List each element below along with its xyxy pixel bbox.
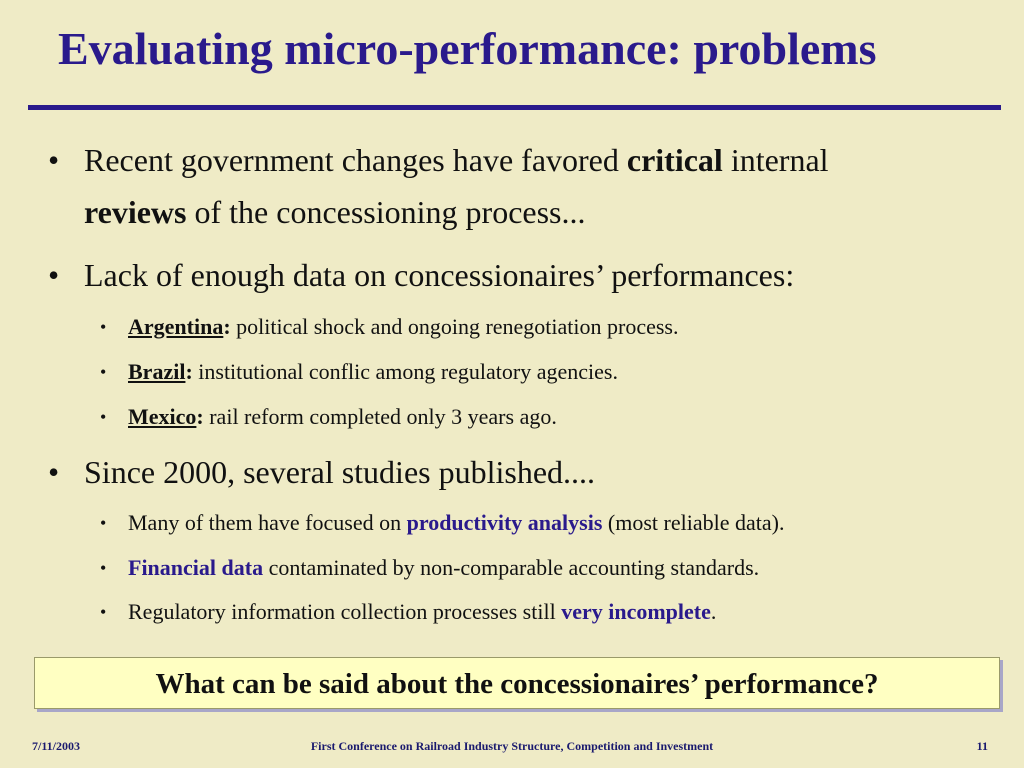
slide-title: Evaluating micro-performance: problems <box>58 23 877 74</box>
sub-bullet-icon: • <box>100 407 107 427</box>
question-callout-text: What can be said about the concessionaires’ performance? <box>155 668 879 700</box>
footer-date: 7/11/2003 <box>32 739 81 753</box>
bullet-icon: • <box>48 454 60 490</box>
footer-page-number: 11 <box>976 739 988 753</box>
bullet-icon: • <box>48 142 60 178</box>
highlight-productivity-analysis: productivity analysis <box>406 510 603 535</box>
question-callout-box <box>34 657 1000 709</box>
bullet-icon: • <box>48 257 60 293</box>
sub-bullet-icon: • <box>100 362 107 382</box>
sub-bullet-icon: • <box>100 558 107 578</box>
bullet-text: Recent government changes have favored critical internal reviews of the concessioning process... <box>84 142 829 230</box>
title-divider <box>28 105 1001 110</box>
highlight-financial-data: Financial data <box>128 555 264 580</box>
sub-bullet-icon: • <box>100 513 107 533</box>
bullet-text: Since 2000, several studies published.... <box>84 454 596 490</box>
footer-conference: First Conference on Railroad Industry Structure, Competition and Investment <box>310 739 714 753</box>
bullet-text: Lack of enough data on concessionaires’ performances: <box>84 257 795 293</box>
keyword-reviews: reviews <box>84 194 187 230</box>
highlight-very-incomplete: very incomplete <box>561 599 711 624</box>
slide: Evaluating micro-performance: problems • Recent government changes have favored critical internal reviews of the concessioning process... • Lack of enough data on concessionaires’ performances: • Argentina: political shock and ongoing renegotiation process. • Brazil: institutional conflic among regulatory agencies. • Mexico: rail reform completed only 3 years ago. • Since 2000, several studies published.... • Many of them have focused on productivity analysis (most reliable data). • Financial data contaminated by non-comparable accounting standards. • Regulatory information collection processes still very incomplete. What can be said about the concessionaires’ performance? 7/11/2003 First Conference on Railroad Industry Structure, Competition and Investment 11 <box>0 0 1024 768</box>
sub-bullet-icon: • <box>100 317 107 337</box>
keyword-critical: critical <box>626 142 723 178</box>
sub-bullet-icon: • <box>100 602 107 622</box>
